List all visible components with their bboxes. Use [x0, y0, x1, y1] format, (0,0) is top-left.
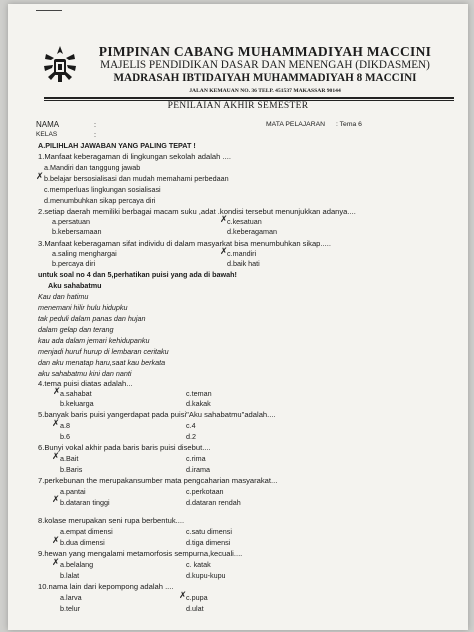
q2-option-d: d.keberagaman [227, 227, 277, 236]
poem-title: Aku sahabatmu [48, 281, 102, 290]
q9-option-b: b.lalat [60, 571, 80, 580]
q4-option-d: d.kakak [186, 399, 211, 408]
nama-colon: : [94, 120, 96, 129]
answer-check-mark: ✗ [52, 418, 60, 428]
mapel-value: : Tema 6 [336, 121, 362, 128]
letterhead-line3: MADRASAH IBTIDAIYAH MUHAMMADIYAH 8 MACCINI [113, 72, 417, 84]
question-10: 10.nama lain dari kepompong adalah .... [38, 582, 174, 591]
question-4: 4.tema puisi diatas adalah... [38, 379, 133, 388]
q9-option-d: d.kupu-kupu [186, 571, 226, 580]
q4-option-a: a.sahabat [60, 389, 92, 398]
q10-option-c: c.pupa [186, 593, 208, 602]
question-9: 9.hewan yang mengalami metamorfosis sempurna,kecuali.... [38, 549, 243, 558]
q2-option-b: b.kebersamaan [52, 227, 102, 236]
question-2: 2.setiap daerah memiliki berbagai macam suku ,adat .kondisi tersebut menunjukkan adanya.... [38, 207, 356, 216]
poem-instruction: untuk soal no 4 dan 5,perhatikan puisi yang ada di bawah! [38, 270, 237, 279]
q10-option-b: b.telur [60, 604, 80, 613]
q2-option-a: a.persatuan [52, 217, 90, 226]
q6-option-a: a.Bait [60, 454, 79, 463]
q3-option-a: a.saling menghargai [52, 249, 117, 258]
exam-title: PENILAIAN AKHIR SEMESTER [167, 101, 309, 111]
header-rule [44, 97, 454, 99]
answer-check-mark: ✗ [52, 451, 60, 461]
letterhead-line2: MAJELIS PENDIDIKAN DASAR DAN MENENGAH (DIKDASMEN) [100, 59, 430, 71]
q6-option-c: c.rima [186, 454, 206, 463]
q3-option-c: c.mandiri [227, 249, 257, 258]
exam-paper [8, 4, 468, 630]
q6-option-b: b.Baris [60, 465, 83, 474]
nama-label: NAMA [36, 120, 60, 129]
poem-line: menemani hilir hulu hidupku [38, 303, 128, 312]
q8-option-d: d.tiga dimensi [186, 538, 231, 547]
q10-option-a: a.larva [60, 593, 82, 602]
q1-option-a: a.Mandiri dan tanggung jawab [44, 163, 141, 172]
q3-option-d: d.baik hati [227, 259, 260, 268]
answer-check-mark: ✗ [52, 535, 60, 545]
question-8: 8.kolase merupakan seni rupa berbentuk.... [38, 516, 185, 525]
q4-option-b: b.keluarga [60, 399, 94, 408]
answer-check-mark: ✗ [179, 590, 187, 600]
poem-line: kau ada dalam jemari kehidupanku [38, 336, 150, 345]
kelas-label: KELAS [36, 131, 58, 138]
answer-check-mark: ✗ [53, 386, 61, 396]
q7-option-d: d.dataran rendah [186, 498, 241, 507]
poem-line: menjadi huruf hurup di lembaran ceritaku [38, 347, 169, 356]
kelas-colon: : [94, 130, 96, 139]
answer-check-mark: ✗ [220, 246, 228, 256]
section-title: A.PILIHLAH JAWABAN YANG PALING TEPAT ! [38, 141, 196, 150]
poem-line: dalam gelap dan terang [38, 325, 114, 334]
question-7: 7.perkebunan the merupakansumber mata pengcaharian masyarakat... [38, 476, 278, 485]
answer-check-mark: ✗ [36, 171, 44, 181]
q10-option-d: d.ulat [186, 604, 204, 613]
q1-option-b: b.belajar bersosialisasi dan mudah memahami perbedaan [44, 174, 229, 183]
poem-line: aku sahabatmu kini dan nanti [38, 369, 132, 378]
letterhead [80, 44, 450, 95]
q7-option-a: a.pantai [60, 487, 86, 496]
q9-option-a: a.belalang [60, 560, 94, 569]
answer-check-mark: ✗ [52, 557, 60, 567]
answer-check-mark: ✗ [220, 214, 228, 224]
q6-option-d: d.irama [186, 465, 210, 474]
poem-line: Kau dan hatimu [38, 292, 89, 301]
school-logo [42, 44, 78, 84]
q8-option-c: c.satu dimensi [186, 527, 232, 536]
q5-option-c: c.4 [186, 421, 196, 430]
question-1: 1.Manfaat keberagaman di lingkungan sekolah adalah .... [38, 152, 231, 161]
pen-mark [36, 10, 62, 11]
q3-option-b: b.percaya diri [52, 259, 96, 268]
question-3: 3.Manfaat keberagaman sifat individu di dalam masyarkat bisa menumbuhkan sikap..... [38, 239, 331, 248]
q2-option-c: c.kesatuan [227, 217, 262, 226]
q9-option-c: c. katak [186, 560, 211, 569]
poem-line: dan aku menatap haru,saat kau berkata [38, 358, 166, 367]
q7-option-b: b.dataran tinggi [60, 498, 110, 507]
q5-option-a: a.8 [60, 421, 70, 430]
q1-option-c: c.memperluas lingkungan sosialisasi [44, 185, 161, 194]
q4-option-c: c.teman [186, 389, 212, 398]
question-6: 6.Bunyi vokal akhir pada baris baris puisi disebut.... [38, 443, 211, 452]
mapel-label: MATA PELAJARAN [266, 121, 326, 128]
letterhead-address: JALAN KEMAUAN NO. 36 TELP. 451537 MAKASSAR 90144 [189, 88, 341, 94]
question-5: 5.banyak baris puisi yangerdapat pada puisi"Aku sahabatmu"adalah.... [38, 410, 276, 419]
answer-check-mark: ✗ [52, 494, 60, 504]
q8-option-b: b.dua dimensi [60, 538, 105, 547]
letterhead-line1: PIMPINAN CABANG MUHAMMADIYAH MACCINI [98, 44, 432, 59]
q7-option-c: c.perkotaan [186, 487, 224, 496]
poem-line: tak peduli dalam panas dan hujan [38, 314, 146, 323]
q5-option-b: b.6 [60, 432, 70, 441]
q1-option-d: d.menumbuhkan sikap percaya diri [44, 196, 156, 205]
q5-option-d: d.2 [186, 432, 196, 441]
q8-option-a: a.empat dimensi [60, 527, 113, 536]
